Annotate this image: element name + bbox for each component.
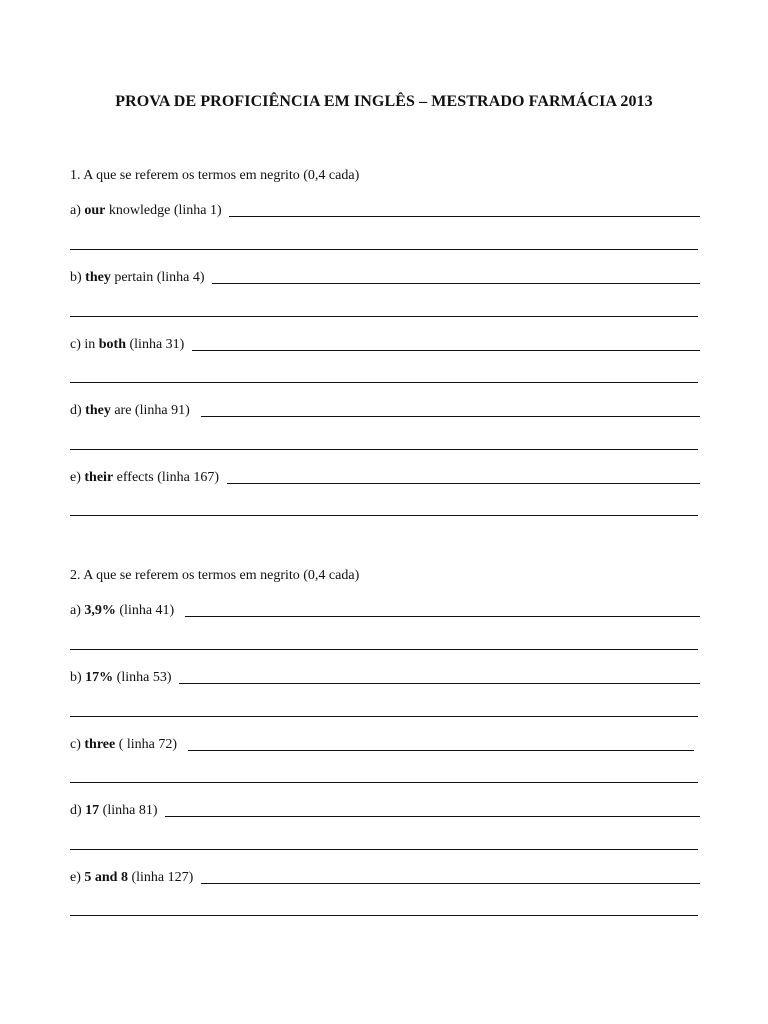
q1-item-c-continuation-line[interactable] <box>70 382 698 383</box>
q2-item-e-answer-line[interactable] <box>201 882 700 884</box>
bold-term: three <box>84 737 116 752</box>
q1-item-c-label: c) in both (linha 31) <box>70 337 188 352</box>
q1-item-c <box>70 333 700 353</box>
q1-item-a-answer-line[interactable] <box>229 215 700 217</box>
q2-item-b <box>70 666 700 686</box>
q2-item-e-label: e) 5 and 8 (linha 127) <box>70 870 197 885</box>
bold-term: 17% <box>85 670 114 685</box>
q2-item-d-answer-line[interactable] <box>165 815 700 817</box>
bold-term: 17 <box>85 803 100 818</box>
q2-item-d <box>70 799 700 819</box>
q2-item-c-label: c) three ( linha 72) <box>70 737 185 752</box>
bold-term: they <box>85 270 111 285</box>
q2-item-c-answer-line[interactable] <box>188 749 694 751</box>
q1-item-b-continuation-line[interactable] <box>70 316 698 317</box>
q1-item-b-answer-line[interactable] <box>212 282 700 284</box>
q2-item-a-answer-line[interactable] <box>185 615 700 617</box>
bold-term: they <box>85 403 111 418</box>
q1-item-a <box>70 199 700 219</box>
q1-item-d-continuation-line[interactable] <box>70 449 698 450</box>
q1-item-e <box>70 466 700 486</box>
q1-item-e-label: e) their effects (linha 167) <box>70 470 223 485</box>
bold-term: our <box>84 203 106 218</box>
q1-item-a-continuation-line[interactable] <box>70 249 698 250</box>
q1-item-b <box>70 266 700 286</box>
q1-item-d-label: d) they are (linha 91) <box>70 403 197 418</box>
q2-item-a-continuation-line[interactable] <box>70 649 698 650</box>
question-2-heading: 2. A que se referem os termos em negrito (0,4 cada) <box>70 568 360 583</box>
bold-term: 5 and 8 <box>84 870 128 885</box>
q2-item-b-continuation-line[interactable] <box>70 716 698 717</box>
q2-item-c <box>70 733 700 753</box>
q2-item-e-continuation-line[interactable] <box>70 915 698 916</box>
q2-item-e <box>70 866 700 886</box>
q2-item-c-continuation-line[interactable] <box>70 782 698 783</box>
q2-item-b-answer-line[interactable] <box>179 682 700 684</box>
q1-item-e-answer-line[interactable] <box>227 482 700 484</box>
q2-item-a <box>70 599 700 619</box>
q1-item-e-continuation-line[interactable] <box>70 515 698 516</box>
q1-item-a-label: a) our knowledge (linha 1) <box>70 203 226 218</box>
q1-item-d-answer-line[interactable] <box>201 415 700 417</box>
q2-item-a-label: a) 3,9% (linha 41) <box>70 603 182 618</box>
q1-item-d <box>70 399 700 419</box>
page-title: PROVA DE PROFICIÊNCIA EM INGLÊS – MESTRADO FARMÁCIA 2013 <box>115 93 653 110</box>
q2-item-b-label: b) 17% (linha 53) <box>70 670 175 685</box>
q1-item-b-label: b) they pertain (linha 4) <box>70 270 209 285</box>
bold-term: their <box>84 470 114 485</box>
bold-term: both <box>98 337 126 352</box>
q1-item-c-answer-line[interactable] <box>192 349 700 351</box>
bold-term: 3,9% <box>84 603 116 618</box>
question-1-heading: 1. A que se referem os termos em negrito (0,4 cada) <box>70 168 360 183</box>
q2-item-d-label: d) 17 (linha 81) <box>70 803 161 818</box>
q2-item-d-continuation-line[interactable] <box>70 849 698 850</box>
